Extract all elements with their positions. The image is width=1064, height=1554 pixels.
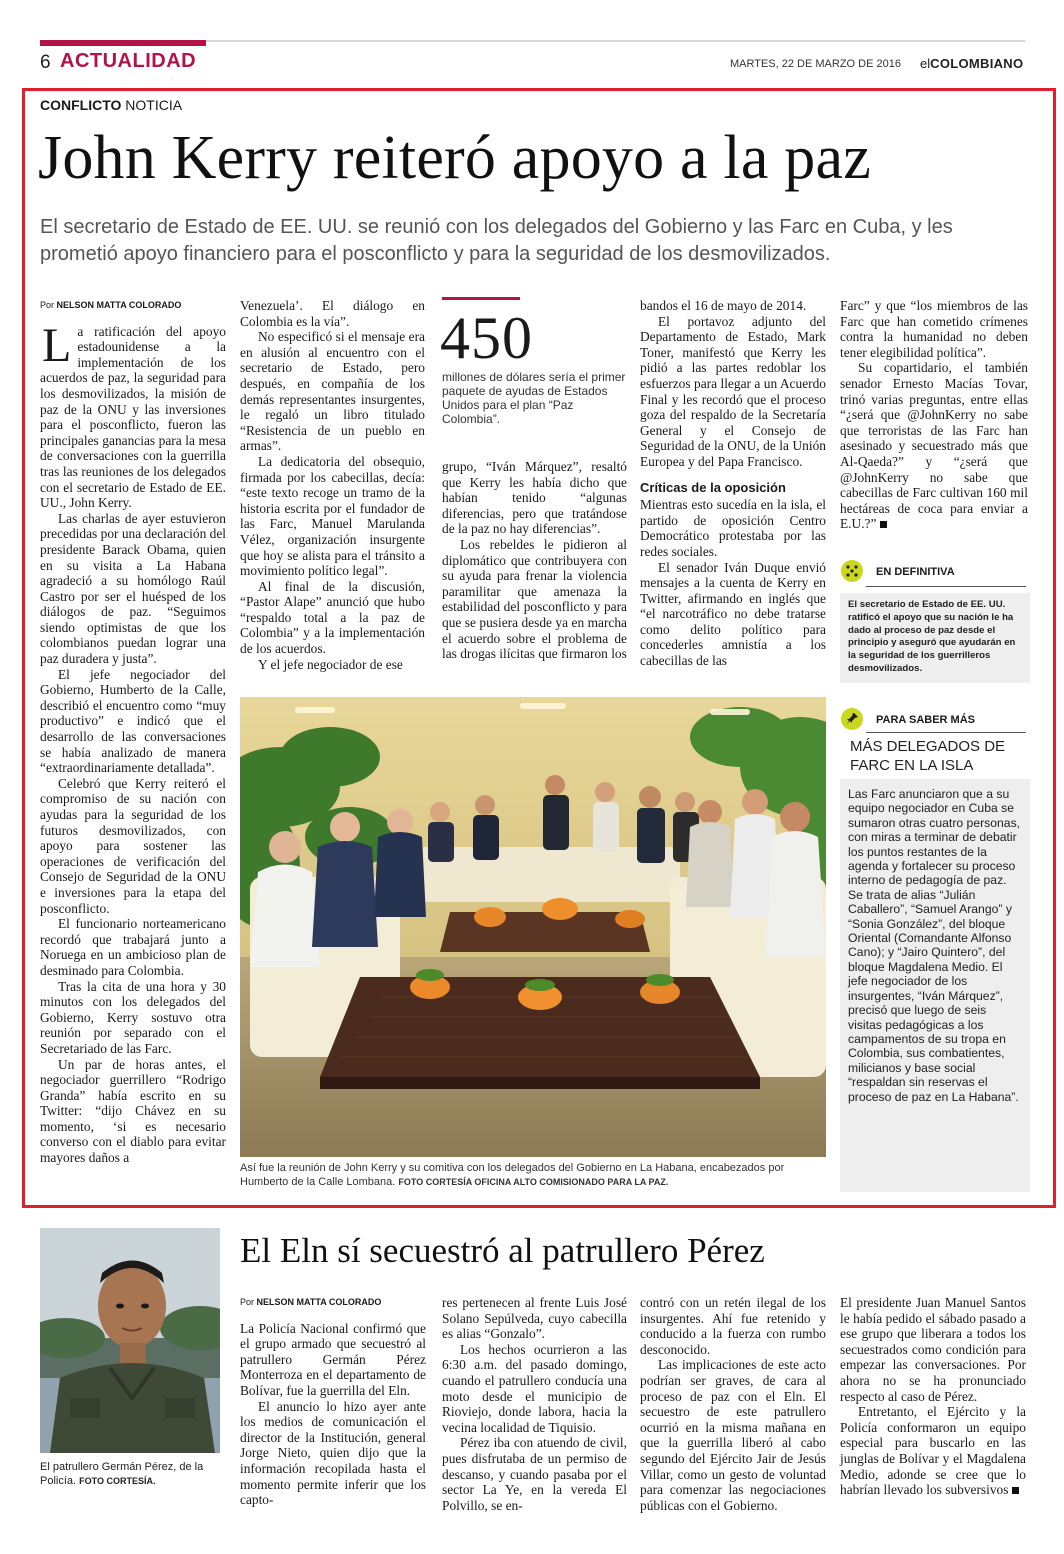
paragraph: Farc” y que “los miembros de las Farc que han cometido crímenes contra la humanidad no deben tener elegibilidad política”. (840, 298, 1028, 360)
caption-text: Así fue la reunión de John Kerry y su comitiva con los delegados del Gobierno en La Habana, encabezados por Humberto de la Calle Lombana. (240, 1162, 785, 1188)
paragraph-text: a ratificación del apoyo estadounidense a la implementación de los acuerdos de paz, la seguridad para los desmovilizados, la misión de paz de la ONU y las inversiones para el posconflicto, fueron las principales ganancias para la mesa de conversaciones con la guerrilla tras las reuniones de los delegados con el secretario de Estado de EE. UU., John Kerry. (40, 323, 226, 511)
definitiva-title: EN DEFINITIVA (876, 566, 955, 578)
byline-prefix: Por (40, 300, 55, 310)
story-kicker (40, 97, 182, 113)
story2-headline: El Eln sí secuestró al patrullero Pérez (240, 1231, 765, 1270)
paragraph (840, 360, 1028, 532)
paragraph: Venezuela’. El diálogo en Colombia es la vía”. (240, 298, 425, 329)
story2-byline (240, 1295, 426, 1311)
caption-text: El patrullero Germán Pérez, de la Policía. (40, 1461, 204, 1487)
paragraph: bandos el 16 de mayo de 2014. (640, 298, 807, 313)
meeting-photo (240, 697, 826, 1157)
newspaper-brand (920, 56, 1023, 71)
section-name[interactable]: ACTUALIDAD (60, 50, 197, 72)
brand-name: COLOMBIANO (930, 56, 1024, 71)
paragraph: Los rebeldes le pidieron al diplomático que contribuyera con su ayuda para frenar la violencia paramilitar que amenaza la estabilidad del posconflicto y para que se pusiera desde ya en marcha el acuerdo sobre el problema de las drogas ilícitas que firmaron los (442, 536, 627, 662)
kicker-type: NOTICIA (125, 97, 183, 113)
paragraph: Y el jefe negociador de ese (258, 656, 403, 672)
pushpin-icon-glyph (841, 708, 863, 730)
story1-column-5 (840, 298, 1028, 532)
main-headline: John Kerry reiteró apoyo a la paz (38, 124, 871, 192)
checklist-icon (841, 560, 863, 582)
saber-mas-heading: MÁS DELEGADOS DE FARC EN LA ISLA (850, 738, 1006, 774)
paragraph: El senador Iván Duque envió mensajes a la cuenta de Kerry en Twitter, afirmando en inglés que “el narcotráfico no debe tratarse como delito político para concederles amnistía a los cabecillas de las (640, 559, 826, 669)
paragraph: grupo, “Iván Márquez”, resaltó que Kerry les había dicho que habían tenido “algunas diferencias, pero que tratándose de la paz no hay diferencias”. (442, 459, 627, 537)
paragraph: La Policía Nacional confirmó que el grupo armado que secuestró al patrullero Germán Pérez Monterroza en el departamento de Bolívar, fue la guerrilla del Eln. (240, 1320, 426, 1398)
paragraph: El funcionario norteamericano recordó que trabajará junto a Noruega en un ambicioso plan de desminado para Colombia. (40, 916, 226, 978)
paragraph: El jefe negociador del Gobierno, Humberto de la Calle, describió el encuentro como “muy productivo” e indicó que el desarrollo de las conversaciones se había analizado de manera “extraordinariamente detallada”. (40, 666, 226, 776)
stat-description: millones de dólares sería el primer paquete de ayudas de Estados Unidos para el plan “Paz Colombia”. (442, 370, 626, 426)
paragraph: Las implicaciones de este acto podrían ser graves, de cara al proceso de paz con el Eln. El secuestro de este patrullero ocurrió en la misma mañana en que la guerrilla liberó al cabo segundo del Ejército Jair de Jesús Villar, como un gesto de voluntad para comenzar las negociaciones públicas con el Gobierno. (640, 1357, 826, 1513)
byline-name: NELSON MATTA COLORADO (56, 300, 182, 310)
story2-column-1 (240, 1295, 426, 1508)
story1-column-4 (640, 298, 826, 669)
story2-column-2 (442, 1295, 627, 1513)
byline-prefix: Por (240, 1297, 255, 1307)
definitiva-rule (866, 586, 1026, 587)
paragraph: Los hechos ocurrieron a las 6:30 a.m. del pasado domingo, cuando el patrullero conducía una moto desde el municipio de Rioviejo, donde labora, hacia la vecina localidad de Tiquisio. (442, 1341, 627, 1435)
story1-column-3 (442, 459, 627, 662)
pushpin-icon (841, 708, 863, 730)
story2-column-3 (640, 1295, 826, 1513)
kicker-topic: CONFLICTO (40, 97, 122, 113)
stat-accent-rule (442, 297, 520, 300)
paragraph: Las charlas de ayer estuvieron precedidas por una declaración del presidente Barack Obama, quien en su visita a La Habana agradeció a su homólogo Raúl Castro por ser el huésped de los diálogos de paz. “Seguimos siendo optimistas de que los colombianos puedan lograr una paz duradera y justa”. (40, 510, 226, 667)
paragraph: Al final de la discusión, “Pastor Alape” anunció que hubo “respaldo total a la paz de Colombia” y a la implementación de los acuerdos. (240, 578, 425, 657)
paragraph: El portavoz adjunto del Departamento de Estado, Mark Toner, manifestó que Kerry les pidió a las partes redoblar los esfuerzos para llegar a un Acuerdo Final y les recordó que el proceso goza del respaldo de la Secretaría General y el Consejo de Seguridad de la ONU, de la Unión Europea y del Papa Francisco. (640, 313, 826, 469)
issue-date: MARTES, 22 DE MARZO DE 2016 (730, 58, 901, 70)
byline-name: NELSON MATTA COLORADO (256, 1297, 382, 1307)
saber-mas-box: Las Farc anunciaron que a su equipo negociador en Cuba se sumaron otras cuatro personas, con miras a terminar de debatir los puntos restantes de la agenda y fortalecer su proceso interno de pedagogía de paz. Se trata de alias “Julián Caballero”, “Samuel Arango” y “Sonia González”, del bloque Oriental (Comandante Alfonso Cano); y “Jairo Quintero”, del bloque Magdalena Medio. El jefe negociador de los insurgentes, “Iván Márquez”, precisó que luego de seis visitas pedagógicas a los campamentos de su tropa en Colombia, sus combatientes, milicianos y base social “respaldan sin reservas el proceso de paz en La Habana”. (840, 779, 1030, 1192)
end-mark-icon (1012, 1487, 1019, 1494)
page-number: 6 (40, 52, 51, 73)
paragraph: Un par de horas antes, el negociador guerrillero “Rodrigo Granda” había escrito en su Twitter: “dijo Chávez en su momento, ‘si es necesario converso con el diablo para evitar mayores daños a (40, 1056, 226, 1166)
top-rule-accent (40, 40, 206, 46)
story2-column-4 (840, 1295, 1026, 1498)
paragraph: Mientras esto sucedía en la isla, el partido de oposición Centro Democrático protestaba por las redes sociales. (640, 497, 826, 559)
photo-credit: FOTO CORTESÍA. (79, 1476, 156, 1486)
definitiva-box: El secretario de Estado de EE. UU. ratificó el apoyo que su nación le ha dado al proceso de paz desde el principio y aseguró que ayudarán en la seguridad de los guerrilleros desmovilizados. (840, 593, 1030, 683)
photo-credit: FOTO CORTESÍA OFICINA ALTO COMISIONADO PARA LA PAZ. (398, 1177, 669, 1187)
stat-number: 450 (440, 305, 533, 371)
paragraph (840, 1404, 1026, 1498)
main-deck: El secretario de Estado de EE. UU. se reunió con los delegados del Gobierno y las Farc en Cuba, y les prometió apoyo financiero para el posconflicto y para la seguridad de los desmovilizados. (40, 216, 953, 265)
patrolman-caption (40, 1460, 220, 1488)
paragraph: No especificó si el mensaje era en alusión al encuentro con el secretario de Estado, pero después, en compañía de los demás representantes insurgentes, le regaló un libro titulado “Resistencia de un pueblo en armas”. (240, 329, 425, 454)
paragraph: La dedicatoria del obsequio, firmada por los cabecillas, decía: “este texto recoge un tramo de la historia escrita por el fundador de las Farc, Manuel Marulanda Vélez, organización insurgente que hoy se alista para el tránsito a movimiento político legal”. (240, 453, 425, 579)
paragraph (40, 318, 226, 511)
paragraph-text: Su copartidario, el también senador Ernesto Macías Tovar, trinó varias preguntas, entre ellas “¿será que @JohnKerry no sabe que terroristas de las Farc han asesinado y secuestrado más que Al-Qaeda?” y “¿será que @JohnKerry no sabe que cabecillas de Farc cultivan 160 mil hectáreas de coca para enviar a E.U.?” (840, 360, 1028, 532)
paragraph-text: Entretanto, el Ejército y la Policía conformaron un equipo especial para buscarlo en las junglas de Bolívar y el Magdalena Medio, adonde se cree que lo habrían llevado los subversivos (840, 1404, 1026, 1498)
paragraph: El presidente Juan Manuel Santos le había pedido el sábado pasado a ese grupo que liberara a todos los secuestrados como condición para empezar las conversaciones. Por ahora no se ha pronunciado respecto al caso de Pérez. (840, 1295, 1026, 1404)
paragraph: El anuncio lo hizo ayer ante los medios de comunicación el director de la Institución, general Jorge Nieto, quien dijo que la información recopilada hasta el momento permite inferir que los capto- (240, 1398, 426, 1508)
drop-cap: L (42, 318, 72, 372)
paragraph: Celebró que Kerry reiteró el compromiso de su nación con ayudas para la seguridad de los futuros desmovilizados, con apoyo para sostener las operaciones de verificación del Consejo de Seguridad de la ONU e inversiones para la etapa del posconflicto. (40, 775, 226, 916)
story1-byline (40, 298, 226, 314)
story1-column-1 (40, 298, 226, 1166)
patrolman-photo (40, 1228, 220, 1453)
checklist-icon-glyph (841, 560, 863, 582)
paragraph: Pérez iba con atuendo de civil, pues disfrutaba de un permiso de descanso, y cuando pasaba por el sector La Ye, en la vereda El Polvillo, se en- (442, 1435, 627, 1513)
end-mark-icon (880, 521, 887, 528)
saber-mas-title: PARA SABER MÁS (876, 714, 976, 726)
paragraph: res pertenecen al frente Luis José Solano Sepúlveda, cuyo cabecilla es alias “Gonzalo”. (442, 1295, 627, 1342)
brand-prefix: el (920, 56, 931, 71)
saber-mas-rule (866, 732, 1026, 733)
paragraph: contró con un retén ilegal de los insurgentes. Ahí fue retenido y conducido a la fuerza con rumbo desconocido. (640, 1295, 826, 1357)
paragraph: Tras la cita de una hora y 30 minutos con los delegados del Gobierno, Kerry sostuvo otra reunión por separado con el Secretariado de las Farc. (40, 978, 226, 1056)
photo-caption (240, 1161, 826, 1189)
patrolman-photo-illustration (40, 1228, 220, 1453)
meeting-photo-illustration (240, 697, 826, 1157)
subheading: Críticas de la oposición (640, 479, 786, 495)
story1-column-2 (240, 298, 425, 672)
